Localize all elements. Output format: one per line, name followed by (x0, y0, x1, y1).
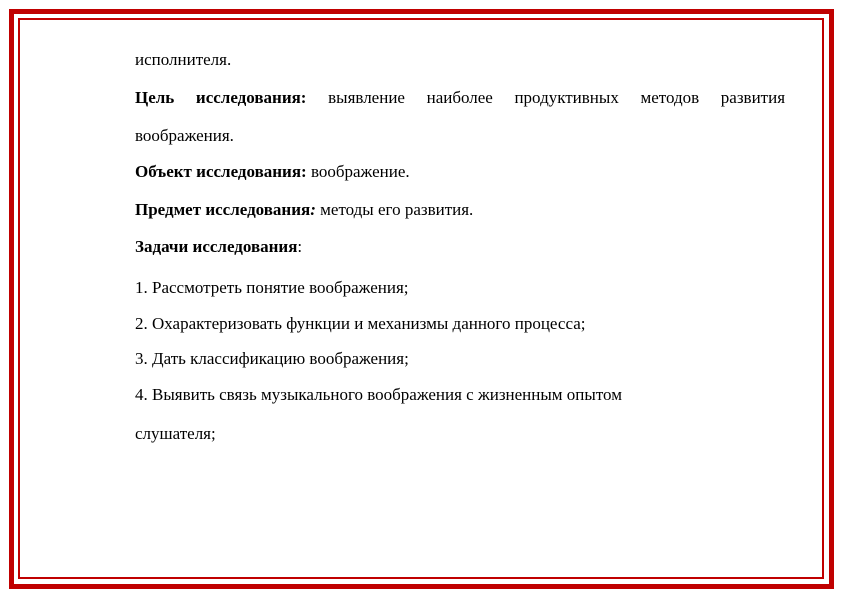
task-item-3: 3. Дать классификацию воображения; (135, 349, 409, 368)
list-item (135, 348, 409, 370)
tasks-heading (135, 236, 302, 258)
subject-label: Предмет исследования (135, 200, 311, 219)
list-item (135, 277, 409, 299)
task-item-4-continuation: слушателя; (135, 424, 216, 443)
goal-paragraph-continuation (135, 125, 234, 147)
goal-text: выявление наиболее продуктивных методов развития (328, 88, 786, 107)
list-item-continuation (135, 423, 216, 445)
continuation-text: исполнителя. (135, 50, 232, 69)
object-text: воображение. (310, 162, 410, 181)
goal-label: Цель исследования: (135, 88, 307, 107)
goal-paragraph (135, 87, 785, 109)
object-paragraph (135, 161, 410, 183)
task-item-2: 2. Охарактеризовать функции и механизмы данного процесса; (135, 314, 586, 333)
task-item-4: 4. Выявить связь музыкального воображения с жизненным опытом (135, 385, 622, 404)
task-item-1: 1. Рассмотреть понятие воображения; (135, 278, 409, 297)
list-item (135, 313, 585, 335)
subject-colon: : (310, 200, 316, 219)
subject-paragraph (135, 199, 473, 221)
tasks-label: Задачи исследования (135, 237, 298, 256)
subject-text: методы его развития. (320, 200, 474, 219)
goal-text-continuation: воображения. (135, 126, 234, 145)
tasks-colon: : (297, 237, 303, 256)
object-label: Объект исследования: (135, 162, 307, 181)
list-item (135, 384, 622, 406)
paragraph-continuation (135, 49, 231, 71)
